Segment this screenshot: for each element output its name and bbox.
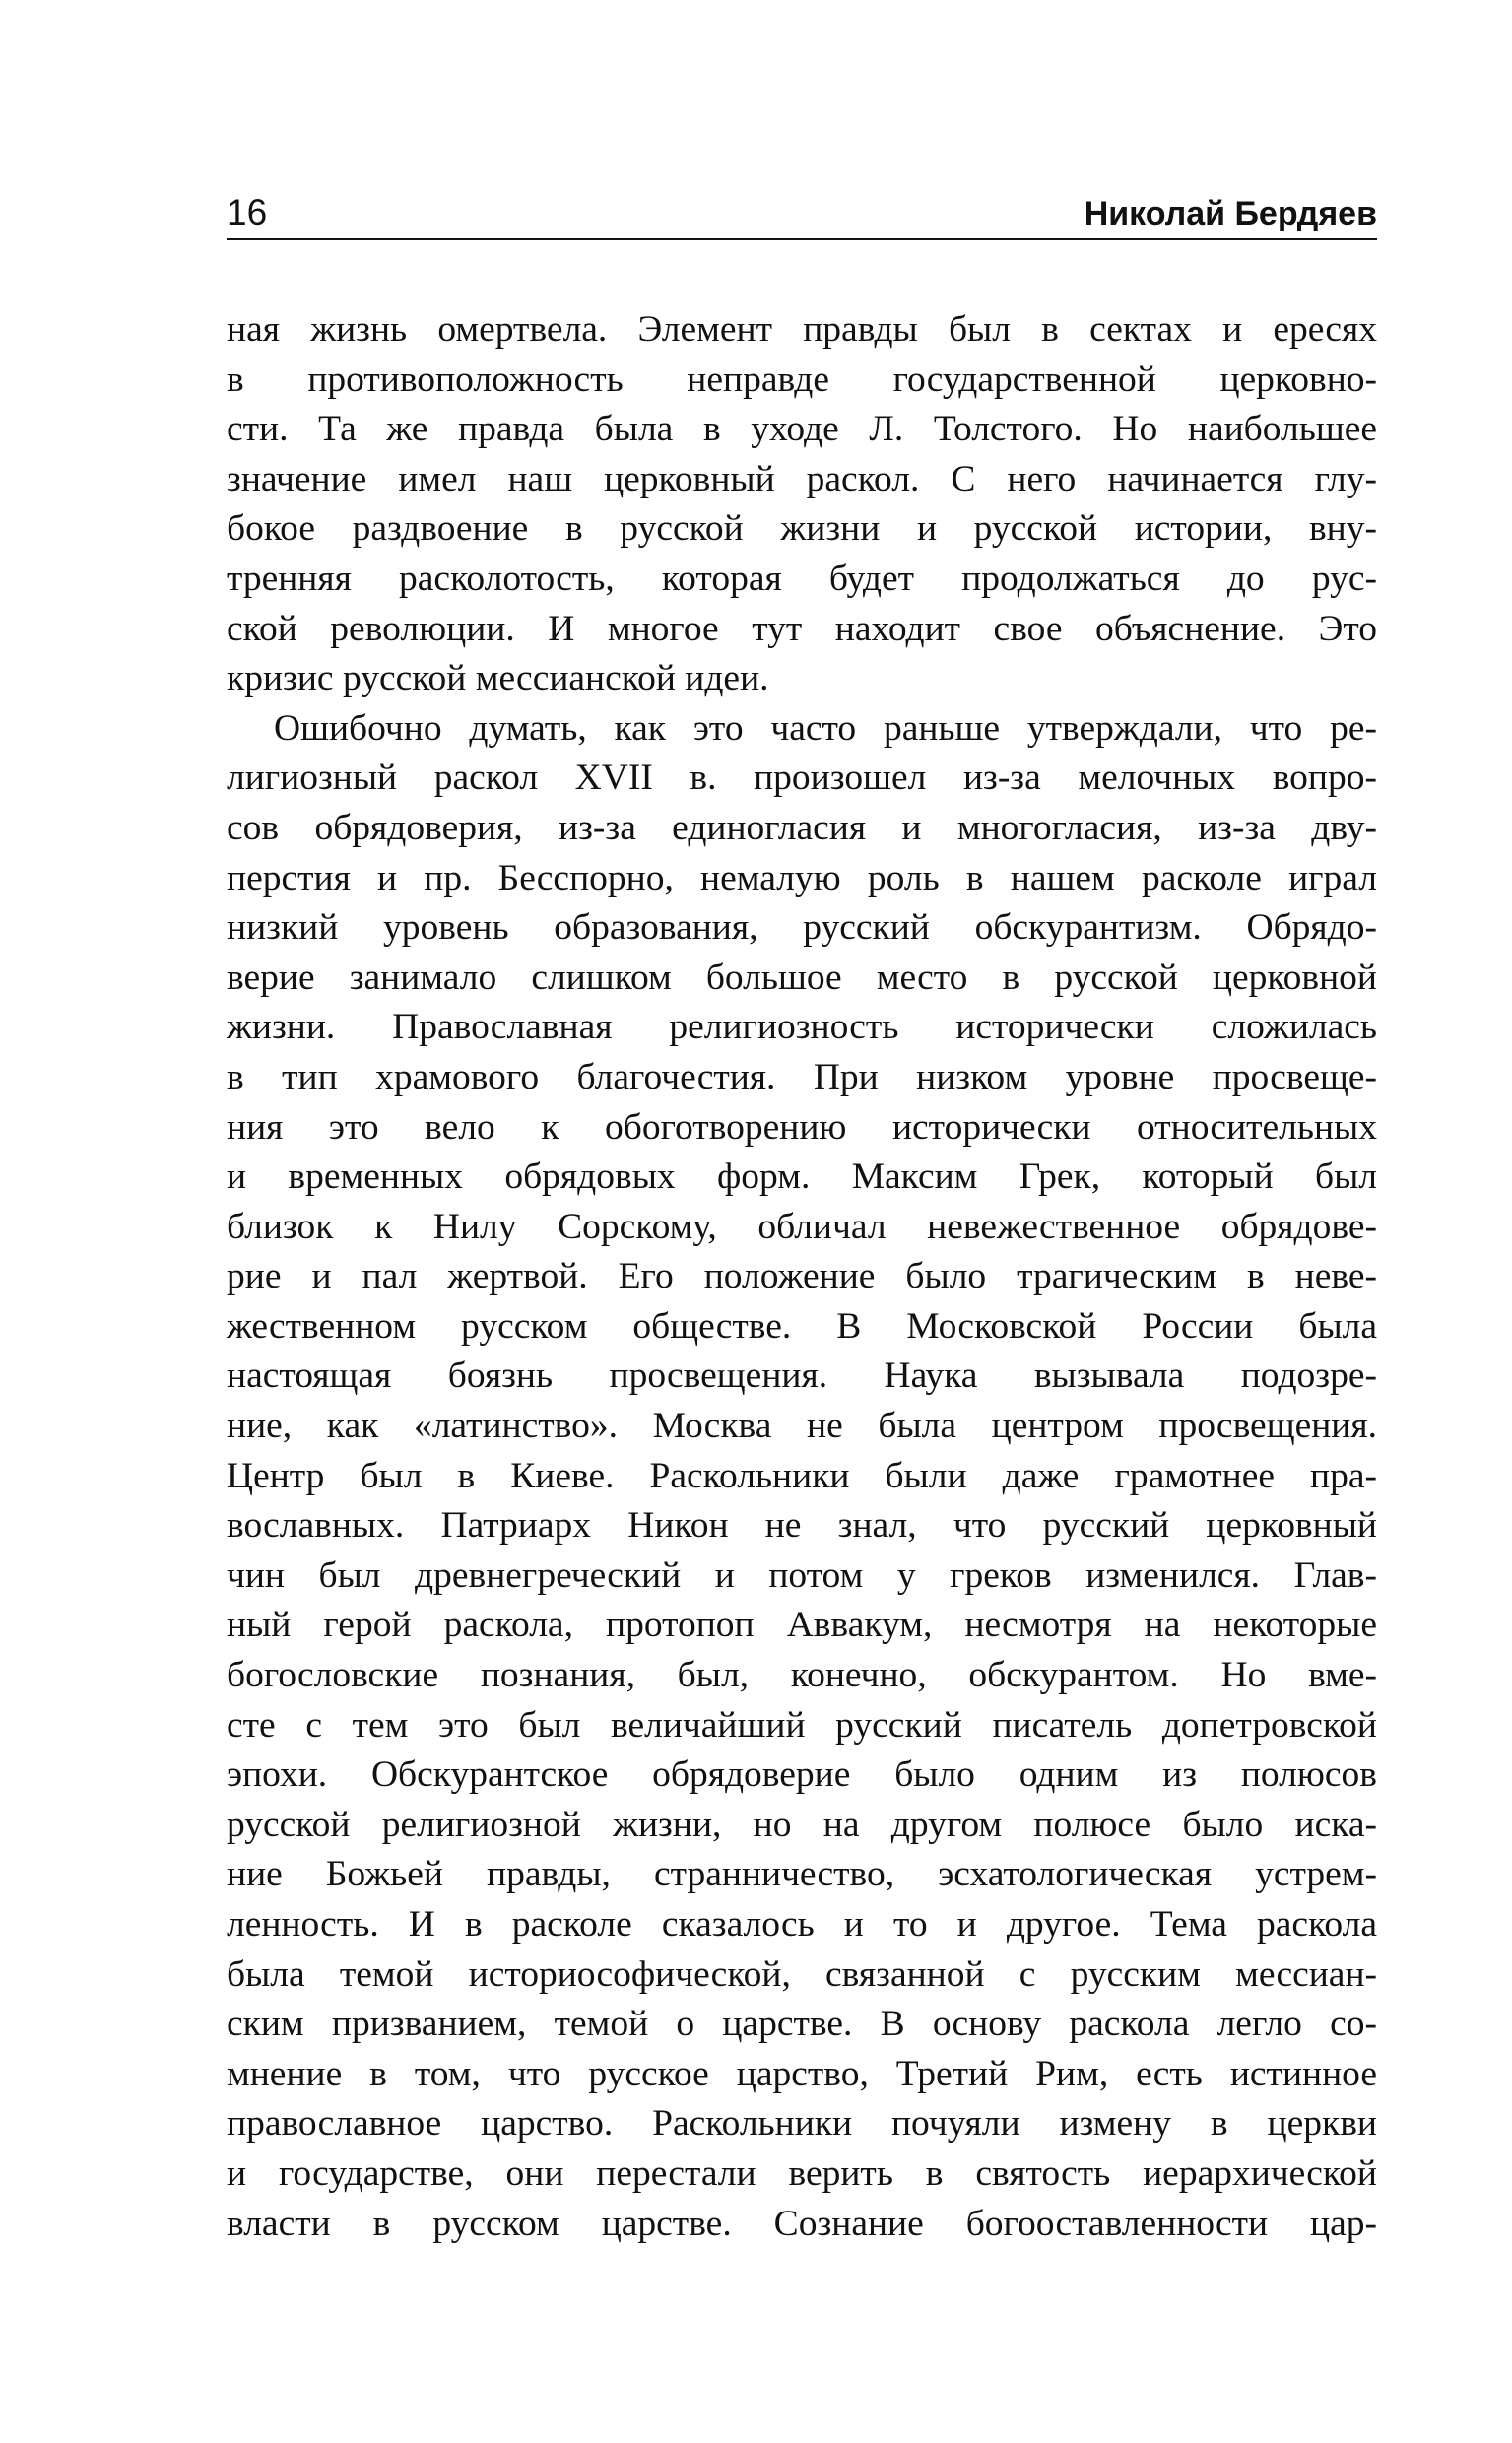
text-line: была темой историософической, связанной с русским мессиан-	[227, 1953, 1377, 1995]
text-line: ние Божьей правды, странничество, эсхатологическая устрем-	[227, 1854, 1377, 1895]
paragraph	[227, 305, 1377, 704]
text-line: чин был древнегреческий и потом у греков изменился. Глав-	[227, 1554, 1377, 1596]
text-line: ная жизнь омертвела. Элемент правды был в сектах и ересях	[227, 309, 1377, 350]
text-line: сте с тем это был величайший русский писатель допетровской	[227, 1704, 1377, 1746]
text-line: сов обрядоверия, из-за единогласия и многогласия, из-за дву-	[227, 807, 1377, 848]
running-title-author: Николай Бердяев	[1084, 195, 1377, 232]
text-line: богословские познания, был, конечно, обскурантом. Но вме-	[227, 1655, 1377, 1696]
text-line: перстия и пр. Бесспорно, немалую роль в нашем расколе играл	[227, 857, 1377, 898]
text-line: власти в русском царстве. Сознание богооставленности цар-	[227, 2203, 1377, 2244]
text-line: рие и пал жертвой. Его положение было трагическим в неве-	[227, 1256, 1377, 1297]
text-line: ние, как «латинство». Москва не была центром просвещения.	[227, 1406, 1377, 1447]
text-line: значение имел наш церковный раскол. С него начинается глу-	[227, 458, 1377, 499]
text-line: настоящая боязнь просвещения. Наука вызывала подозре-	[227, 1355, 1377, 1397]
text-line: эпохи. Обскурантское обрядоверие было одним из полюсов	[227, 1754, 1377, 1796]
text-line: и временных обрядовых форм. Максим Грек, который был	[227, 1156, 1377, 1198]
text-line: Центр был в Киеве. Раскольники были даже грамотнее пра-	[227, 1455, 1377, 1496]
text-line: мнение в том, что русское царство, Третий Рим, есть истинное	[227, 2053, 1377, 2094]
text-line: ским призванием, темой о царстве. В основу раскола легло со-	[227, 2004, 1377, 2045]
body-text	[227, 305, 1377, 2249]
text-line: ния это вело к обоготворению исторически относительных	[227, 1106, 1377, 1148]
text-line: в противоположность неправде государственной церковно-	[227, 359, 1377, 400]
page-number: 16	[227, 192, 268, 232]
running-header	[227, 193, 1377, 240]
text-line: сти. Та же правда была в уходе Л. Толстого. Но наибольшее	[227, 409, 1377, 450]
text-line: вославных. Патриарх Никон не знал, что русский церковный	[227, 1505, 1377, 1547]
text-line: ленность. И в расколе сказалось и то и другое. Тема раскола	[227, 1904, 1377, 1945]
text-line: верие занимало слишком большое место в русской церковной	[227, 957, 1377, 998]
text-line: и государстве, они перестали верить в святость иерархической	[227, 2152, 1377, 2194]
text-line: ской революции. И многое тут находит свое объяснение. Это	[227, 608, 1377, 649]
text-line: лигиозный раскол XVII в. произошел из-за мелочных вопро-	[227, 758, 1377, 799]
text-line: ный герой раскола, протопоп Аввакум, несмотря на некоторые	[227, 1605, 1377, 1646]
text-line: близок к Нилу Сорскому, обличал невежественное обрядове-	[227, 1206, 1377, 1247]
text-line: русской религиозной жизни, но на другом полюсе было иска-	[227, 1804, 1377, 1845]
text-line: Ошибочно думать, как это часто раньше утверждали, что ре-	[274, 707, 1377, 749]
text-line: бокое раздвоение в русской жизни и русской истории, вну-	[227, 508, 1377, 550]
text-line: низкий уровень образования, русский обскурантизм. Обрядо-	[227, 907, 1377, 949]
text-line: кризис русской мессианской идеи.	[227, 658, 769, 699]
text-line: православное царство. Раскольники почуяли измену в церкви	[227, 2103, 1377, 2145]
text-line: жизни. Православная религиозность исторически сложилась	[227, 1007, 1377, 1048]
paragraph	[227, 704, 1377, 2249]
text-line: тренняя расколотость, которая будет продолжаться до рус-	[227, 558, 1377, 599]
text-line: жественном русском обществе. В Московской России была	[227, 1305, 1377, 1347]
text-line: в тип храмового благочестия. При низком уровне просвеще-	[227, 1056, 1377, 1097]
